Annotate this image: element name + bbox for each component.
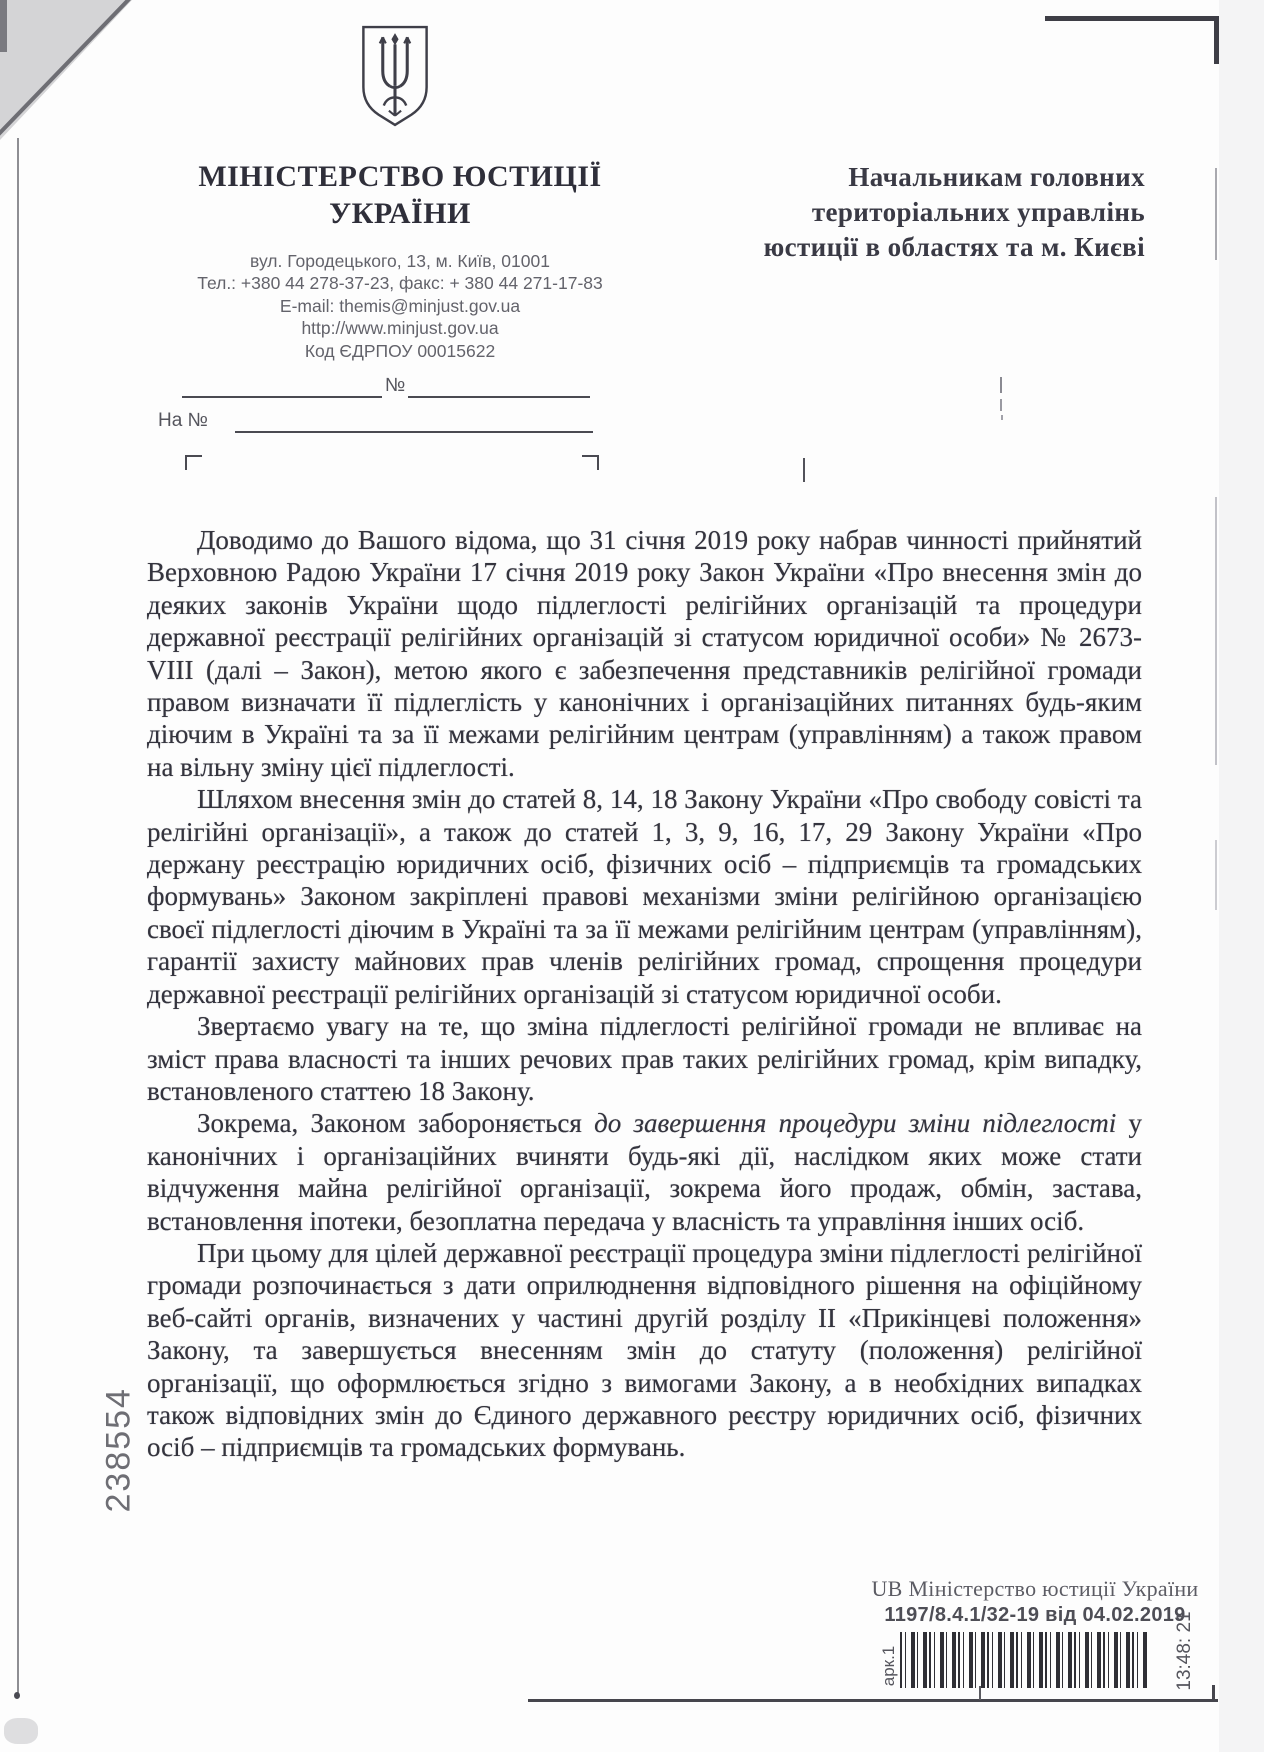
- reply-to-number-label: На №: [158, 410, 208, 431]
- ministry-title-line1: МІНІСТЕРСТВО ЮСТИЦІЇ: [198, 160, 602, 193]
- address-street: вул. Городецького, 13, м. Київ, 01001: [250, 251, 550, 271]
- address-email: E-mail: themis@minjust.gov.ua: [279, 295, 521, 316]
- scan-right-edge-mark: [1215, 168, 1217, 260]
- scan-left-fold-tip: [14, 1692, 20, 1699]
- outgoing-number-blank-line: [408, 396, 590, 398]
- address-phone-fax: Тел.: +380 44 278-37-23, факс: + 380 44 271-17-83: [197, 273, 603, 294]
- letterhead-address-block: [150, 250, 650, 362]
- registration-stamp-org-line: UB Міністерство юстиції України: [871, 1576, 1199, 1601]
- registration-barcode-icon: [900, 1632, 1148, 1688]
- address-edrpou-code: Код ЄДРПОУ 00015622: [304, 340, 496, 361]
- docket-number-vertical: 238554: [99, 1387, 138, 1513]
- scan-right-edge-mark: [1215, 840, 1217, 910]
- scan-left-fold-line: [17, 138, 19, 1694]
- body-paragraph-3: Звертаємо увагу на те, що зміна підлеглості релігійної громади не впливає на зміст права власності та інших речових прав таких релігійних громад, крім випадку, встановленого статтею 18 Закону.: [147, 1011, 1142, 1106]
- scan-top-right-edge-horizontal: [1045, 16, 1219, 21]
- paragraph-4-tail: у канонічних і організаційних вчиняти будь-які дії, наслідком яких може стати відчуження майна релігійної організації, зокрема його продаж, обмін, застава, встановлення іпотеки, безоплатна передача у власність та управління інших осіб.: [147, 1108, 1143, 1236]
- letter-body: [147, 524, 1142, 1464]
- addressee-line: Начальникам головних: [848, 162, 1145, 192]
- scan-bottom-right-hook: [1212, 1685, 1215, 1701]
- scan-bottom-rule-line: [528, 1699, 1218, 1702]
- registration-stamp-number-line: 1197/8.4.1/32-19 від 04.02.2019: [884, 1604, 1186, 1626]
- addressee-line: територіальних управлінь: [811, 197, 1145, 227]
- reply-number-blank-line: [235, 431, 593, 433]
- address-zone-corner-mark-left: [185, 455, 202, 470]
- scan-dash-artifact: [1000, 377, 1002, 393]
- ministry-title: [150, 158, 650, 232]
- number-sign-label: №: [385, 375, 406, 396]
- paragraph-4-italic-phrase: до завершення процедури зміни підлеглості: [594, 1108, 1117, 1139]
- scan-dash-artifact: [1001, 415, 1003, 420]
- body-paragraph-4: [147, 1107, 1142, 1237]
- scan-dash-artifact: [803, 458, 805, 482]
- addressee-line: юстиції в областях та м. Києві: [763, 232, 1145, 262]
- address-zone-corner-mark-right: [582, 455, 599, 470]
- sheet-number-label: арк.1: [879, 1645, 898, 1687]
- paragraph-4-lead: Зокрема, Законом забороняється: [197, 1108, 595, 1139]
- body-paragraph-2: Шляхом внесення змін до статей 8, 14, 18 Закону України «Про свободу совісті та релігійні організації», а також до статей 1, 3, 9, 16, 17, 29 Закону України «Про держану реєстрацію юридичних осіб, фізичних осіб – підприємців та громадських формувань» Законом закріплені правові механізми зміни релігійною організацією своєї підлеглості діючим в Україні та за її межами релігійним центрам (управлінням), гарантії захисту майнових прав членів релігійних громад, спрощення процедури державної реєстрації релігійних організацій зі статусом юридичної особи.: [147, 784, 1142, 1009]
- registration-time-label: 13:48: 21: [1174, 1611, 1195, 1691]
- scan-bottom-tick: [979, 1686, 981, 1700]
- addressee-block: [700, 160, 1145, 265]
- body-paragraph-5: При цьому для цілей державної реєстрації процедура зміни підлеглості релігійної громади розпочинається з дати оприлюднення відповідного рішення на офіційному веб-сайті органів, визначених у частині другій розділу II «Прикінцеві положення» Закону, та завершується внесенням змін до статуту (положення) релігійної організації, що оформлюється згідно з вимогами Закону, а в необхідних випадках також відповідних змін до Єдиного державного реєстру юридичних осіб, фізичних осіб – підприємців та громадських формувань.: [147, 1237, 1142, 1463]
- body-paragraph-1: Доводимо до Вашого відома, що 31 січня 2019 року набрав чинності прийнятий Верховною Радою України 17 січня 2019 року Закон України «Про внесення змін до деяких законів України щодо підлеглості релігійних організацій та процедури державної реєстрації релігійних організацій зі статусом юридичної особи» № 2673-VIII (далі – Закон), метою якого є забезпечення представників релігійної громади правом визначати її підлеглість у канонічних і організаційних питаннях будь-яким діючим в Україні та за її межами релігійним центрам (управлінням) а також правом на вільну зміну цієї підлеглості.: [147, 525, 1142, 782]
- ministry-title-line2: УКРАЇНИ: [329, 197, 471, 230]
- scan-right-edge-shading: [1219, 0, 1264, 1752]
- scan-folded-corner-artifact: [0, 0, 132, 140]
- scan-corner-shadow: [0, 0, 7, 52]
- address-website: http://www.minjust.gov.ua: [301, 318, 499, 339]
- scan-dash-artifact: [1000, 399, 1002, 411]
- ukraine-trident-emblem-icon: [358, 24, 432, 128]
- outgoing-date-blank-line: [182, 396, 382, 398]
- scan-bottom-left-smudge: [4, 1718, 38, 1744]
- scan-right-edge-mark: [1215, 497, 1217, 765]
